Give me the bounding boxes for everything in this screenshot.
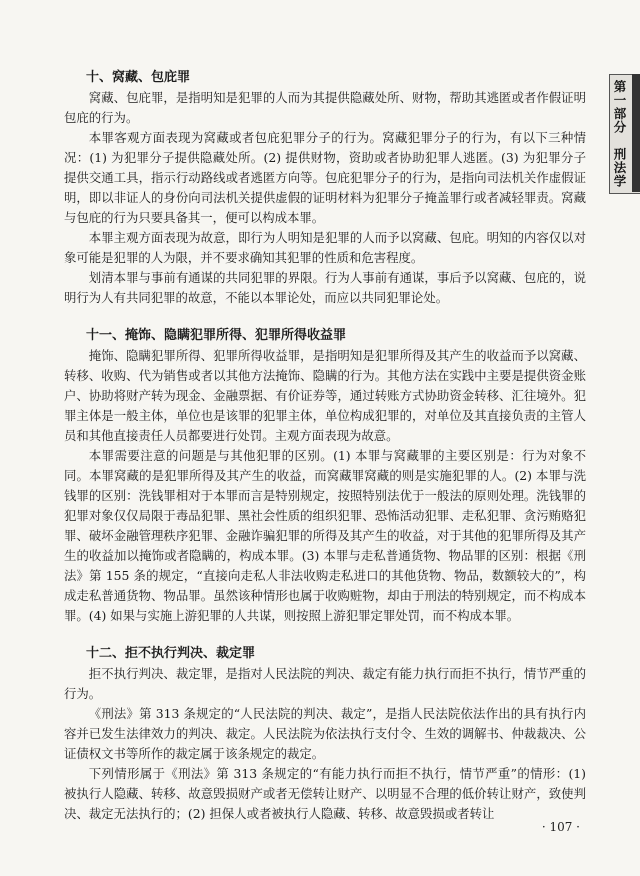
paragraph: 窝藏、包庇罪，是指明知是犯罪的人而为其提供隐藏处所、财物，帮助其逃匿或者作假证明包庇的行为。 (64, 90, 586, 125)
section-heading: 十一、掩饰、隐瞒犯罪所得、犯罪所得收益罪 (86, 328, 347, 343)
section-heading: 十、窝藏、包庇罪 (86, 70, 191, 85)
paragraph: 划清本罪与事前有通谋的共同犯罪的界限。行为人事前有通谋，事后予以窝藏、包庇的，说明行为人有共同犯罪的故意，不能以本罪论处，而应以共同犯罪论处。 (64, 270, 586, 305)
paragraph: 掩饰、隐瞒犯罪所得、犯罪所得收益罪，是指明知是犯罪所得及其产生的收益而予以窝藏、转移、收购、代为销售或者以其他方法掩饰、隐瞒的行为。其他方法在实践中主要是提供资金账户、协助将财产转为现金、金融票据、有价证券等，通过转账方式协助资金转移、汇往境外。犯罪主体是一般主体，单位也是该罪的犯罪主体，单位构成犯罪的，对单位及其直接负责的主管人员和其他直接责任人员都要进行处罚。主观方面表现为故意。 (64, 348, 586, 443)
paragraph: 本罪需要注意的问题是与其他犯罪的区别。(1) 本罪与窝藏罪的主要区别是：行为对象不同。本罪窝藏的是犯罪所得及其产生的收益，而窝藏罪窝藏的则是实施犯罪的人。(2) 本罪与洗钱罪的区别：洗钱罪相对于本罪而言是特别规定，按照特别法优于一般法的原则处理。洗钱罪的犯罪对象仅仅局限于毒品犯罪、黑社会性质的组织犯罪、恐怖活动犯罪、走私犯罪、贪污贿赂犯罪、破坏金融管理秩序犯罪、金融诈骗犯罪的所得及其产生的收益，对于其他的犯罪所得及其产生的收益加以掩饰或者隐瞒的，构成本罪。(3) 本罪与走私普通货物、物品罪的区别：根据《刑法》第 155 条的规定，“直接向走私人非法收购走私进口的其他货物、物品，数额较大的”，构成走私普通货物、物品罪。虽然该种情形也属于收购赃物，却由于刑法的特别规定，而不构成本罪。(4) 如果与实施上游犯罪的人共谋，则按照上游犯罪定罪处罚，而不构成本罪。 (64, 448, 586, 623)
section-12 (64, 644, 586, 824)
page-number: · 107 · (541, 820, 580, 834)
paragraph: 本罪主观方面表现为故意，即行为人明知是犯罪的人而予以窝藏、包庇。明知的内容仅以对象可能是犯罪的人为限，并不要求确知其犯罪的性质和危害程度。 (64, 230, 586, 265)
section-tab-label: 第一部分 刑法学 (612, 80, 627, 188)
section-tab-bar (632, 74, 640, 192)
paragraph: 拒不执行判决、裁定罪，是指对人民法院的判决、裁定有能力执行而拒不执行，情节严重的行为。 (64, 666, 586, 701)
paragraph: 下列情形属于《刑法》第 313 条规定的“有能力执行而拒不执行，情节严重”的情形：(1) 被执行人隐藏、转移、故意毁损财产或者无偿转让财产、以明显不合理的低价转让财产，致使判决、裁定无法执行的；(2) 担保人或者被执行人隐藏、转移、故意毁损或者转让 (64, 766, 586, 821)
section-11 (64, 326, 586, 626)
paragraph: 《刑法》第 313 条规定的“人民法院的判决、裁定”，是指人民法院依法作出的具有执行内容并已发生法律效力的判决、裁定。人民法院为依法执行支付令、生效的调解书、仲裁裁决、公证债权文书等所作的裁定属于该条规定的裁定。 (64, 706, 586, 761)
page-body (64, 68, 586, 824)
section-10 (64, 68, 586, 308)
paragraph: 本罪客观方面表现为窝藏或者包庇犯罪分子的行为。窝藏犯罪分子的行为，有以下三种情况：(1) 为犯罪分子提供隐藏处所。(2) 提供财物，资助或者协助犯罪人逃匿。(3) 为犯罪分子提供交通工具，指示行动路线或者逃匿方向等。包庇犯罪分子的行为，是指向司法机关作虚假证明，即以非证人的身份向司法机关提供虚假的证明材料为犯罪分子掩盖罪行或者减轻罪责。窝藏与包庇的行为只要具备其一，便可以构成本罪。 (64, 130, 586, 225)
section-heading: 十二、拒不执行判决、裁定罪 (86, 646, 256, 661)
